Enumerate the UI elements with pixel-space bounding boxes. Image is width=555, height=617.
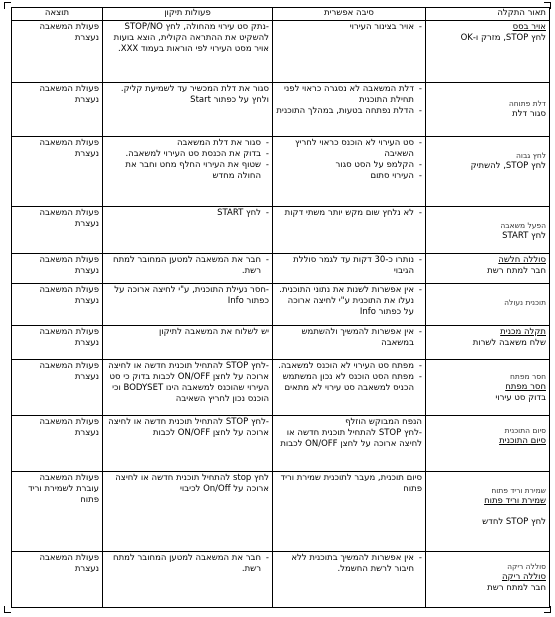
cause-cell: סיום תוכנית, מעבר לתוכנית שמירת וריד פתוח — [273, 472, 426, 552]
cause-cell: - סט העירוי לא הוכנס כראוי לחריץ השאיבה - הקלמפ על הסט סגור - העירוי סתום — [273, 137, 426, 207]
result-cell: פעולת המשאבה נעצרת — [12, 326, 103, 360]
cause-cell: - אין אפשרות להמשיך בתוכנית ללא חיבור לרשת החשמל. — [273, 552, 426, 608]
result-cell: פעולת המשאבה נעצרת — [12, 207, 103, 254]
result-cell: פעולת המשאבה נעצרת — [12, 21, 103, 83]
table-row — [12, 207, 550, 254]
cause-cell: - לא נלחץ שום מקש יותר משתי דקות — [273, 207, 426, 254]
fault-cell: הפעל משאבה לחץ START — [426, 207, 550, 254]
cause-cell: - אויר בצינור העירוי — [273, 21, 426, 83]
fault-cell: חסר מפתח חסר מפתח בדוק סט עירוי — [426, 360, 550, 416]
fix-cell: -נתק סט עירוי מהחולה, לחץ STOP/NO להשקיט את ההתראה הקולית, הוצא בועות אויר מסט העירוי לפי הוראות בעמוד XXX. — [103, 21, 273, 83]
fault-cell: אויר בסס לחץ STOP, מזרק ו-OK — [426, 21, 550, 83]
table-header-row — [12, 8, 550, 21]
cause-cell: - דלת המשאבה לא נסגרה כראוי לפני תחילת התוכנית - הדלת נפתחה בטעות, במהלך התוכנית — [273, 83, 426, 137]
fault-cell: שמירת וריד פתוח שמירת וריד פתוח לחץ STOP לחדש — [426, 472, 550, 552]
fault-cell: לחץ גבוה לחץ STOP, להשתיק — [426, 137, 550, 207]
header-result: תוצאה — [12, 8, 103, 21]
fix-cell: -חסר נעילת התוכנית, ע"י לחיצה ארוכה על כפתור Info — [103, 284, 273, 326]
fix-cell: - סגור את דלת המשאבה - בדוק את הכנסת סט העירוי למשאבה. - שטוף את העירוי החלף מחט וחבר את החולה מחדש — [103, 137, 273, 207]
result-cell: פעולת המשאבה נעצרת — [12, 137, 103, 207]
table-row — [12, 360, 550, 416]
header-cause: סיבה אפשרית — [273, 8, 426, 21]
result-cell: פעולת המשאבה נעצרת — [12, 360, 103, 416]
table-row — [12, 254, 550, 284]
table-row — [12, 284, 550, 326]
fault-cell: תוכנית נעולה — [426, 284, 550, 326]
fix-cell: - חבר את המשאבה למטען המחובר למתח רשת. — [103, 552, 273, 608]
fault-cell: תקלה מכנית שלח משאבה לשרות — [426, 326, 550, 360]
fix-cell: -לחץ STOP להתחיל תוכנית חדשה או לחיצה ארוכה על לחצן ON/OFF לכבות בדוק כי סט העירוי שהוכנס למשאבה הינו BODYSET וכי הוכנס נכון לחריץ השאיבה — [103, 360, 273, 416]
result-cell: פעולת המשאבה נעצרת — [12, 254, 103, 284]
table-row — [12, 137, 550, 207]
fix-cell: - חבר את המשאבה למטען המחובר למתח רשת. — [103, 254, 273, 284]
fix-cell: - לחץ START — [103, 207, 273, 254]
result-cell: פעולת המשאבה עוברת לשמירת וריד פתוח — [12, 472, 103, 552]
table-row — [12, 472, 550, 552]
fix-cell: -לחץ STOP להתחיל תוכנית חדשה או לחיצה ארוכה על לחצן ON/OFF לכבות — [103, 416, 273, 472]
table-row — [12, 552, 550, 608]
result-cell: פעולת המשאבה נעצרת — [12, 83, 103, 137]
cause-cell: הנפח המבוקש הוזלף -לחץ STOP להתחיל תוכנית חדשה או לחיצה ארוכה על לחצן ON/OFF לכבות — [273, 416, 426, 472]
table-row — [12, 416, 550, 472]
fix-cell: סגור את דלת המכשיר עד לשמיעת קליק. ולחץ על כפתור Start — [103, 83, 273, 137]
page-corner-mark — [4, 2, 11, 9]
result-cell: פעולת המשאבה נעצרת — [12, 552, 103, 608]
cause-cell: - מפתח סט העירוי לא הוכנס למשאבה. - מפתח הסט הוכנס לא נכון המשתמש הכניס למשאבה סט עירוי לא מתאים — [273, 360, 426, 416]
result-cell: פעולת המשאבה נעצרת — [12, 284, 103, 326]
header-fault: תאור התקלה — [426, 8, 550, 21]
table-row — [12, 83, 550, 137]
fault-cell: סוללה ריקה סוללה ריקה חבר למתח רשת — [426, 552, 550, 608]
fault-cell: סוללה חלשה חבר למתח רשת — [426, 254, 550, 284]
fix-cell: לחץ stop להתחיל תוכנית חדשה או לחיצה ארוכה על On/Off לכיבוי — [103, 472, 273, 552]
fix-cell: יש לשלוח את המשאבה לתיקון — [103, 326, 273, 360]
table-row — [12, 21, 550, 83]
troubleshooting-table — [11, 7, 550, 608]
fault-cell: סיום התוכנית סיום התוכנית — [426, 416, 550, 472]
page-corner-mark — [4, 606, 11, 613]
result-cell: פעולת המשאבה נעצרת — [12, 416, 103, 472]
fault-cell: דלת פתוחה סגור דלת — [426, 83, 550, 137]
table-row — [12, 326, 550, 360]
cause-cell: - נותרו כ-30 דקות עד לגמר סוללת הגיבוי — [273, 254, 426, 284]
header-fix: פעולות תיקון — [103, 8, 273, 21]
cause-cell: - אין אפשרות להמשיך ולהשתמש במשאבה — [273, 326, 426, 360]
cause-cell: - אין אפשרות לשנות את נתוני התוכנית. נעלו את התוכנית ע"י לחיצה ארוכה על כפתור Info — [273, 284, 426, 326]
